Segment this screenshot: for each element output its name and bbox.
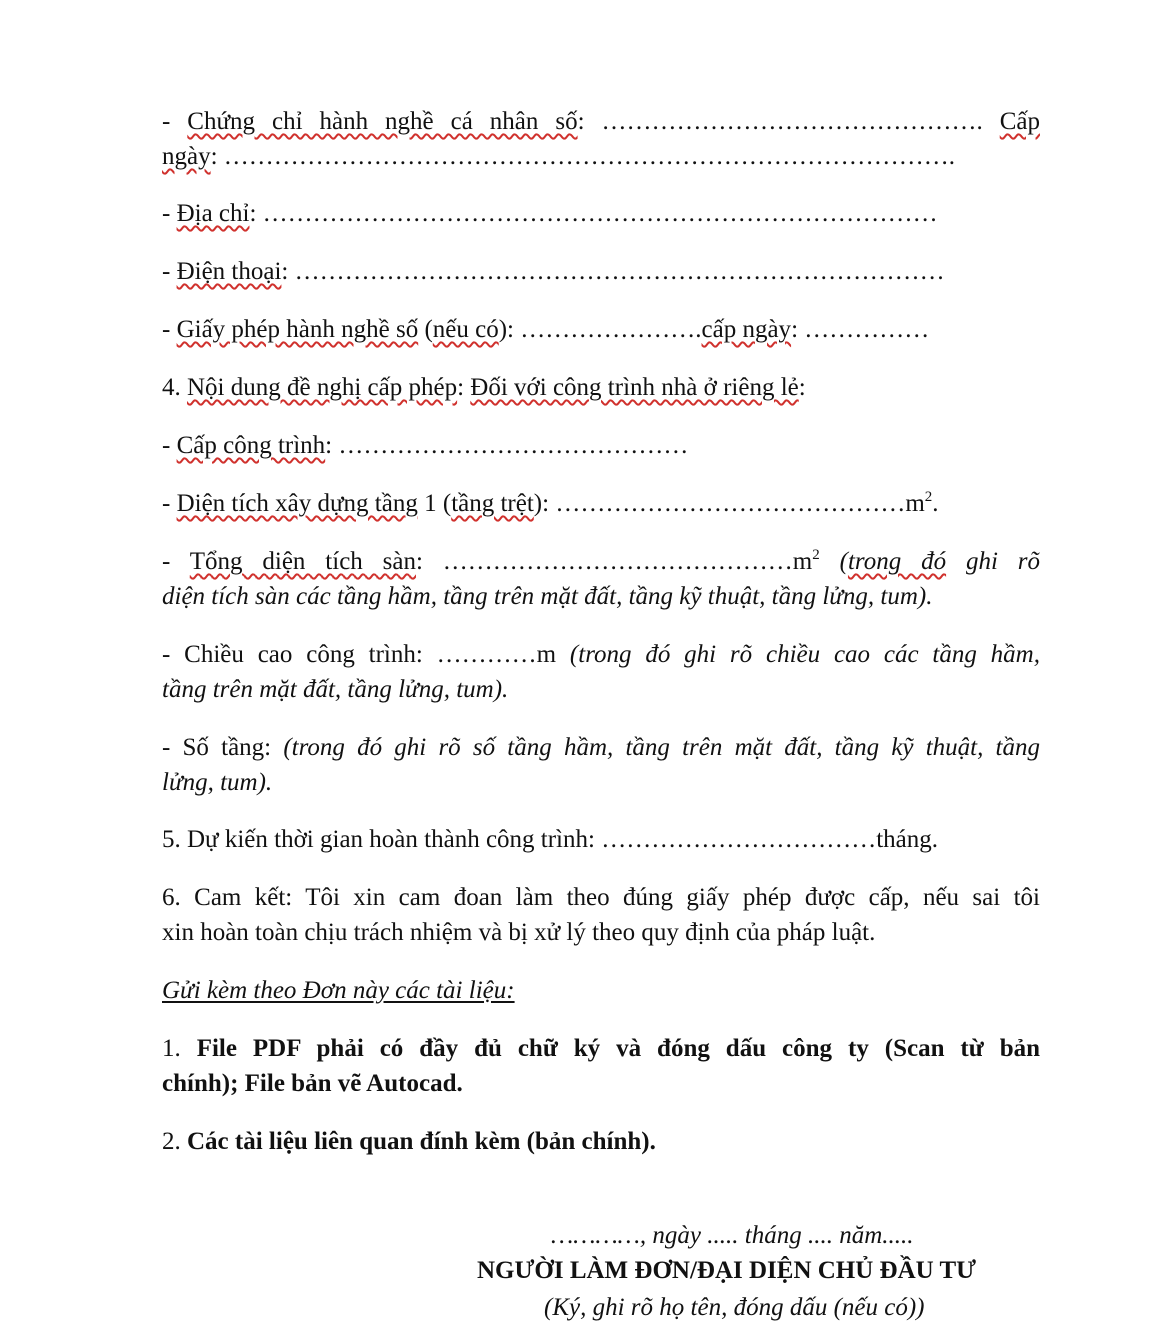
section6-line1: 6. Cam kết: Tôi xin cam đoan làm theo đúng giấy phép được cấp, nếu sai tôi xyxy=(162,884,1040,911)
phone-line: - Điện thoại: …………………………………………………………………… xyxy=(162,258,945,285)
phone-dots: : …………………………………………………………………… xyxy=(281,258,945,285)
construction-level-dots: : …………………………………… xyxy=(325,432,689,459)
attachment-item1-number: 1. xyxy=(162,1035,197,1062)
height-line xyxy=(162,637,1040,672)
cert-date-label: ngày xyxy=(162,143,211,170)
address-dots: : ……………………………………………………………………… xyxy=(249,200,938,227)
signature-title: NGƯỜI LÀM ĐƠN/ĐẠI DIỆN CHỦ ĐẦU TƯ xyxy=(477,1257,977,1284)
attachment-item1-line1 xyxy=(162,1031,1040,1066)
cert-date-dots: : ……………………………………………………………………………. xyxy=(210,143,956,170)
section5-line: 5. Dự kiến thời gian hoàn thành công trình: ……………………………tháng. xyxy=(162,826,938,853)
construction-level-line: - Cấp công trình: …………………………………… xyxy=(162,432,689,459)
section6-line2: xin hoàn toàn chịu trách nhiệm và bị xử lý theo quy định của pháp luật. xyxy=(162,919,876,946)
floor-area-note-specify: ghi rõ xyxy=(946,548,1040,575)
cert-dots: : ………………………………………. xyxy=(577,108,983,135)
ground-area-label: Diện tích xây dựng tầng xyxy=(176,490,418,517)
attachment-item1-line2: chính); File bản vẽ Autocad. xyxy=(162,1070,463,1097)
section4-subtitle: Đối với công trình nhà ở riêng lẻ xyxy=(470,374,799,401)
attachment-item1-text: File PDF phải có đầy đủ chữ ký và đóng dấu công ty (Scan từ bản xyxy=(196,1035,1041,1062)
license-if-any: nếu có xyxy=(432,316,499,343)
attachment-item2 xyxy=(162,1124,1040,1159)
height-note-line2: tầng trên mặt đất, tầng lửng, tum). xyxy=(162,676,509,703)
floor-area-line: - Tổng diện tích sàn: $\dots\dots\dots\dots\dots\dots\dots\dots\dots\dots\dots\dots\dots\dots m^2$ (trong đó ghi rõ xyxy=(162,547,1040,575)
floor-area-sup: 2 xyxy=(812,547,820,563)
phone-label: Điện thoại xyxy=(176,258,282,285)
section4-colon: : xyxy=(457,374,471,401)
ground-area-period: . xyxy=(932,490,939,517)
storeys-line xyxy=(162,730,1040,765)
license-paren-open: ( xyxy=(418,316,433,343)
address-line: - Địa chỉ: ……………………………………………………………………… xyxy=(162,200,938,227)
license-issue-date-label: cấp ngày xyxy=(701,316,792,343)
address-label: Địa chỉ xyxy=(176,200,250,227)
attachment-item2-text: Các tài liệu liên quan đính kèm (bản chính). xyxy=(187,1128,656,1155)
ground-area-line: - Diện tích xây dựng tầng 1 (tầng trệt): $\dots\dots\dots\dots\dots\dots\dots\dots\dots\dots\dots\dots\dots\dots m^2$. xyxy=(162,489,939,517)
cert-label: Chứng chỉ hành nghề cá nhân số xyxy=(187,108,578,135)
ground-area-sup: 2 xyxy=(924,489,933,505)
floor-area-note-in-which: trong đó xyxy=(847,548,947,575)
license-label: Giấy phép hành nghề số xyxy=(176,316,419,343)
ground-area-ground-floor: tầng trệt xyxy=(451,490,534,517)
cert-cap-label: Cấp xyxy=(999,108,1040,135)
floor-area-note-line2: diện tích sàn các tầng hầm, tầng trên mặt đất, tầng kỹ thuật, tầng lửng, tum). xyxy=(162,583,933,610)
license-issue-date-dots: : …………… xyxy=(791,316,930,343)
cert-date-line xyxy=(162,139,1040,174)
floor-area-label: Tổng diện tích sàn xyxy=(189,548,416,575)
section4-number: 4. xyxy=(162,374,187,401)
attachments-heading: Gửi kèm theo Đơn này các tài liệu: xyxy=(162,977,515,1004)
section4-title-text: Nội dung đề nghị cấp phép xyxy=(187,374,458,401)
attachment-item2-number: 2. xyxy=(162,1128,187,1155)
floor-area-dots: : ……………………………………m xyxy=(415,548,813,575)
license-dots: ): …………………. xyxy=(498,316,702,343)
floor-area-paren: ( xyxy=(819,548,848,575)
height-note: (trong đó ghi rõ chiều cao các tầng hầm, xyxy=(569,641,1040,668)
storeys-note-line2: lửng, tum). xyxy=(162,769,273,796)
storeys-label: - Số tầng: xyxy=(162,734,284,761)
ground-area-dots: ): ……………………………………m xyxy=(533,490,925,517)
signature-date-line: …………, ngày ..... tháng .... năm..... xyxy=(551,1222,914,1249)
construction-level-label: Cấp công trình xyxy=(176,432,326,459)
storeys-note: (trong đó ghi rõ số tầng hầm, tầng trên mặt đất, tầng kỹ thuật, tầng xyxy=(283,734,1040,761)
height-label: - Chiều cao công trình: …………m xyxy=(162,641,570,668)
license-line: - Giấy phép hành nghề số (nếu có): ………………….cấp ngày: …………… xyxy=(162,316,930,343)
section4-end-colon: : xyxy=(798,374,806,401)
signature-note: (Ký, ghi rõ họ tên, đóng dấu (nếu có)) xyxy=(544,1294,925,1321)
ground-area-floor-no: 1 ( xyxy=(417,490,452,517)
cert-line: - Chứng chỉ hành nghề cá nhân số: ………………………………………. Cấp xyxy=(162,108,1040,135)
section4-title xyxy=(162,370,1040,405)
